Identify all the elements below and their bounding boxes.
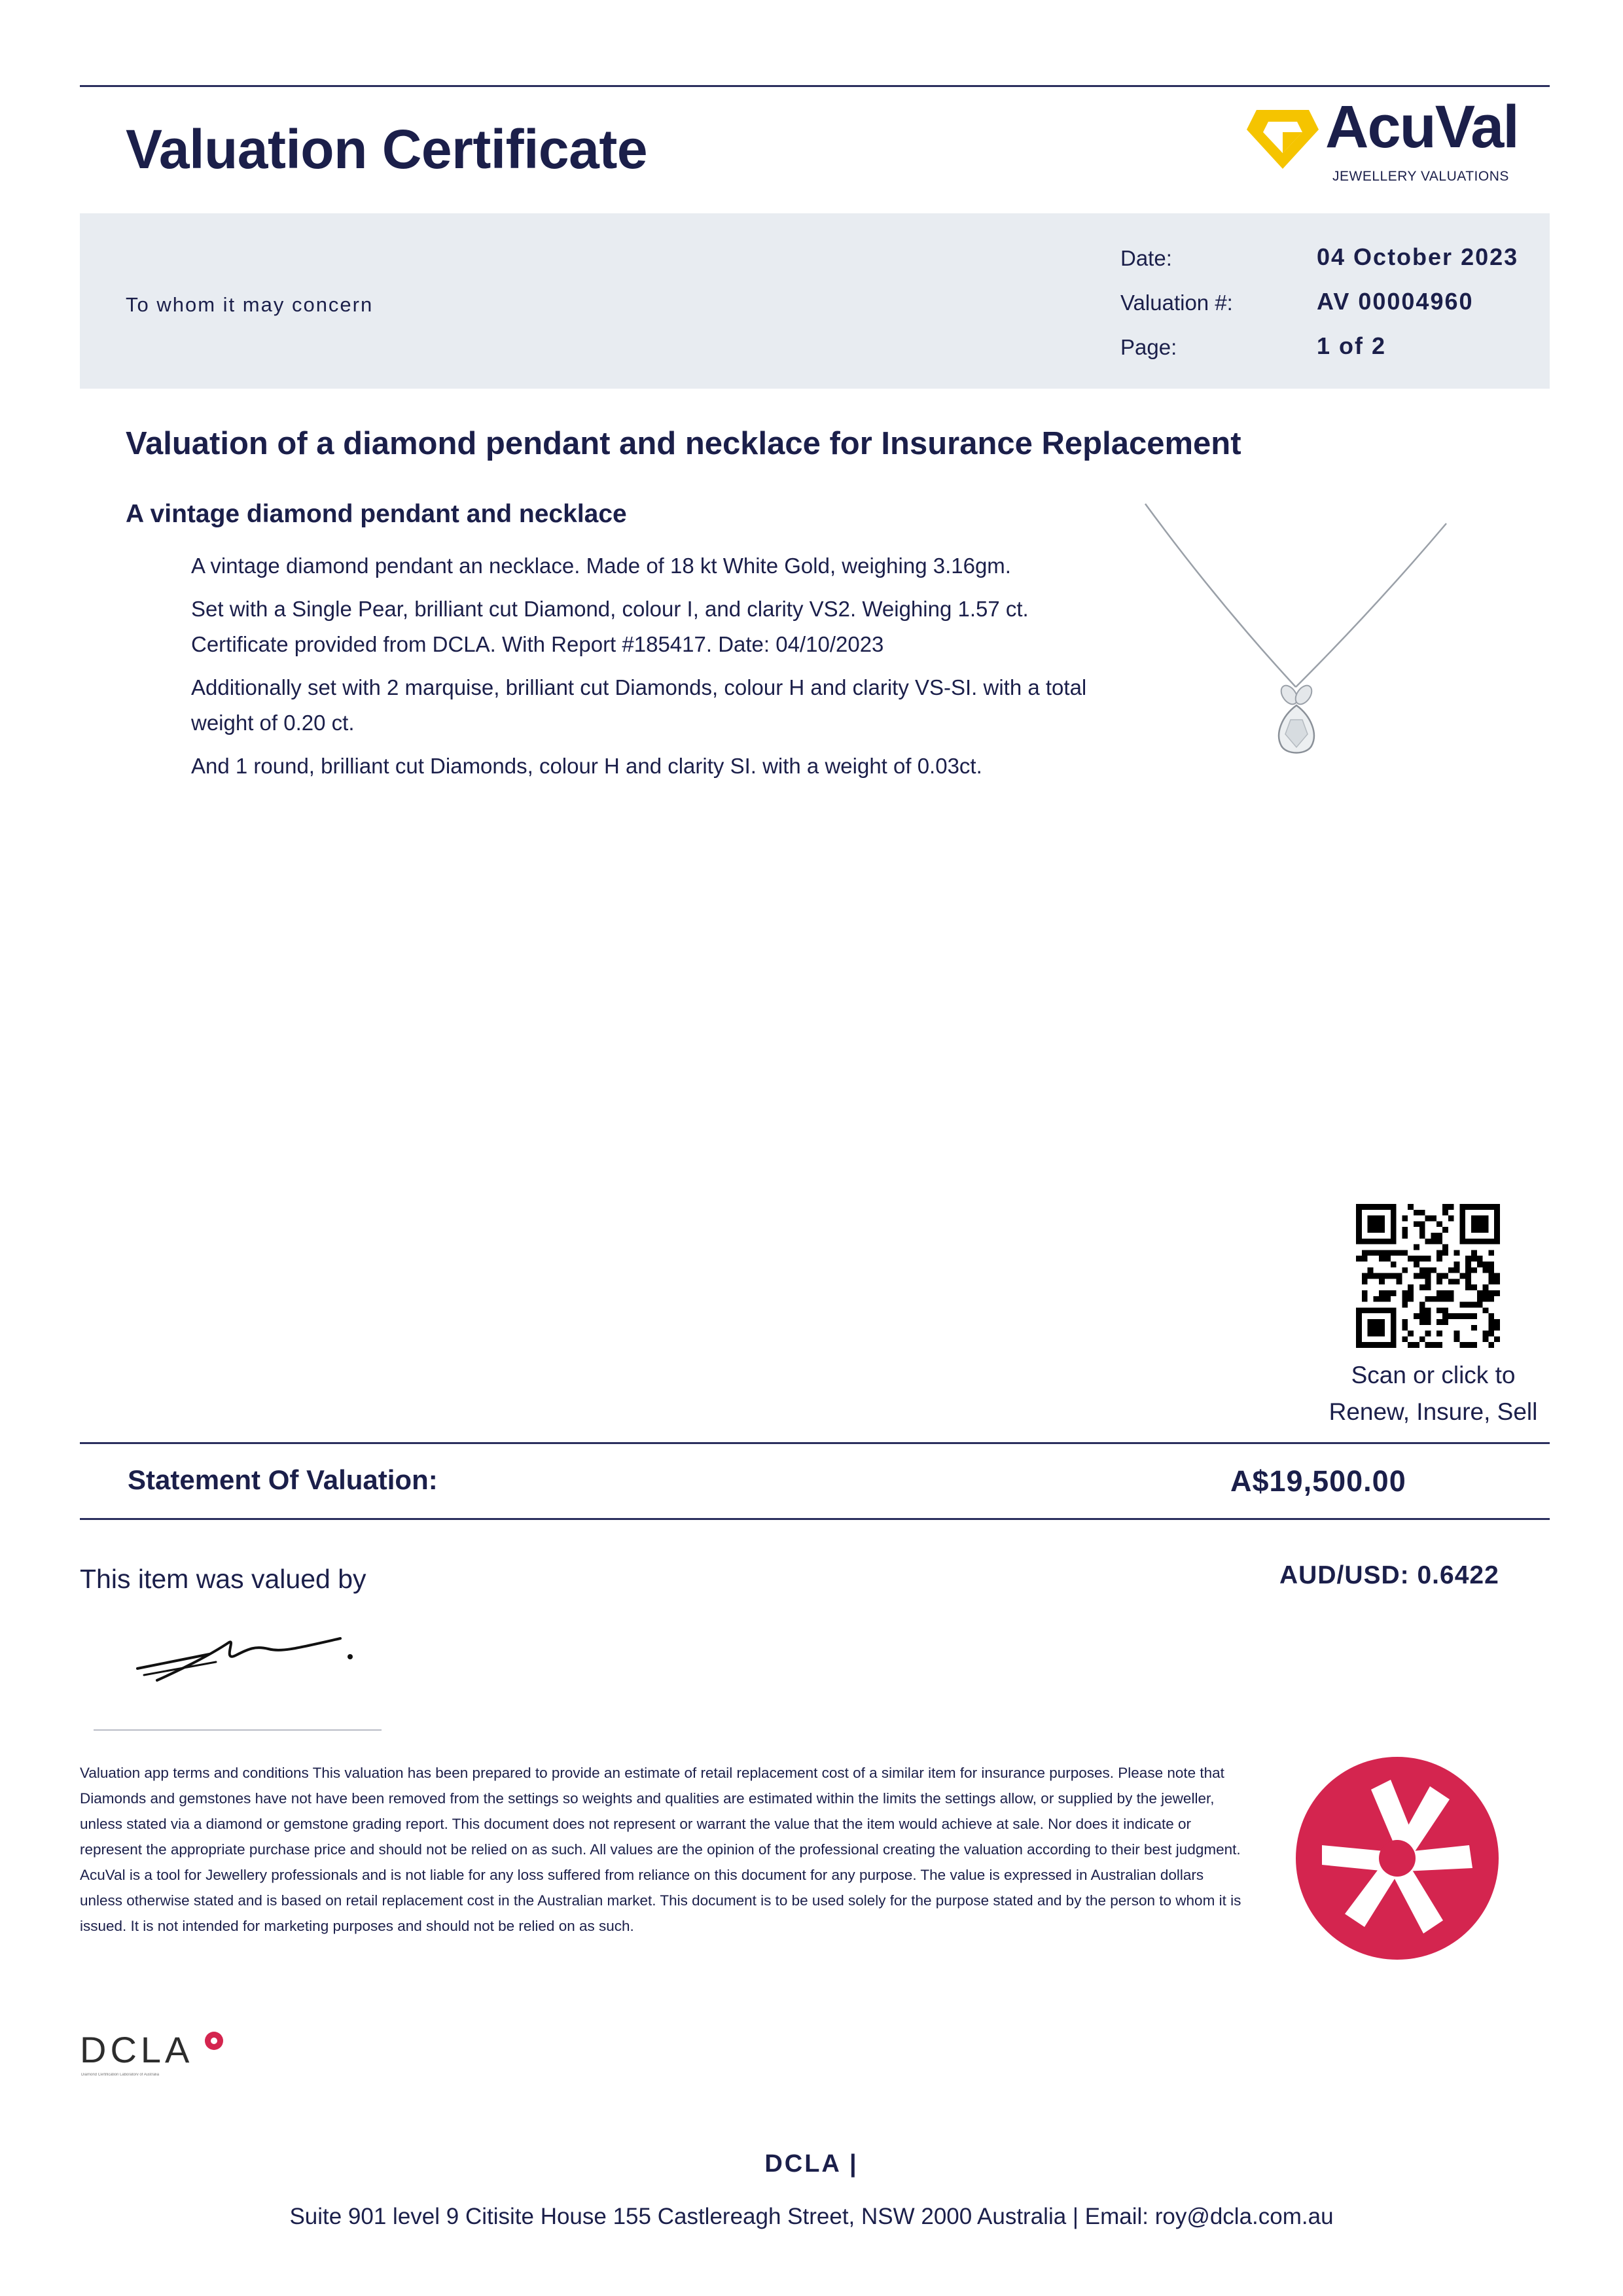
item-description <box>191 548 1107 792</box>
acuval-logo-text: AcuVal <box>1325 94 1518 160</box>
description-line: A vintage diamond pendant an necklace. Made of 18 kt White Gold, weighing 3.16gm. <box>191 554 1011 578</box>
page-value: 1 of 2 <box>1317 332 1387 359</box>
page-title: Valuation Certificate <box>126 118 648 180</box>
qr-caption-line: Scan or click to <box>1351 1362 1516 1388</box>
qr-caption-line[interactable]: Renew, Insure, Sell <box>1329 1398 1538 1425</box>
dcla-seal-icon <box>1293 1754 1502 1963</box>
acuval-logo <box>1243 94 1525 190</box>
statement-rule-bottom <box>80 1518 1550 1520</box>
exchange-rate: AUD/USD: 0.6422 <box>1279 1561 1499 1589</box>
dcla-logo-icon <box>204 2031 224 2051</box>
valuation-number-label: Valuation #: <box>1120 291 1233 315</box>
qr-code[interactable] <box>1356 1204 1500 1348</box>
acuval-logo-subtitle: JEWELLERY VALUATIONS <box>1332 169 1509 184</box>
valuation-heading: Valuation of a diamond pendant and necklace for Insurance Replacement <box>126 426 1241 461</box>
statement-label: Statement Of Valuation: <box>128 1464 438 1495</box>
pendant-photo <box>1139 497 1459 759</box>
dcla-logo-text: DCLA <box>80 2029 194 2070</box>
description-line: And 1 round, brilliant cut Diamonds, colour H and clarity SI. with a weight of 0.03ct. <box>191 754 982 778</box>
acuval-logo-icon <box>1243 103 1322 175</box>
statement-rule-top <box>80 1442 1550 1444</box>
description-line: Additionally set with 2 marquise, brilliant cut Diamonds, colour H and clarity VS-SI. with a total weight of 0.20 ct. <box>191 675 1087 735</box>
date-label: Date: <box>1120 246 1172 270</box>
signature-line <box>94 1729 382 1731</box>
description-line: Set with a Single Pear, brilliant cut Diamond, colour I, and clarity VS2. Weighing 1.57 ct. Certificate provided from DCLA. With Report #185417. Date: 04/10/2023 <box>191 597 1029 656</box>
addressee: To whom it may concern <box>126 293 374 316</box>
top-rule <box>80 85 1550 87</box>
valuation-amount: A$19,500.00 <box>1230 1464 1406 1498</box>
valued-by-label: This item was valued by <box>80 1564 366 1594</box>
date-value: 04 October 2023 <box>1317 243 1519 270</box>
footer-address: Suite 901 level 9 Citisite House 155 Castlereagh Street, NSW 2000 Australia | Email: roy@dcla.com.au <box>289 2204 1334 2229</box>
dcla-logo <box>80 2028 237 2087</box>
valuation-number-value: AV 00004960 <box>1317 288 1474 315</box>
footer-company: DCLA | <box>764 2150 859 2178</box>
dcla-logo-subtitle: Diamond Certification Laboratory of Australia <box>81 2073 160 2075</box>
item-title: A vintage diamond pendant and necklace <box>126 500 627 528</box>
page-label: Page: <box>1120 335 1177 359</box>
terms-and-conditions: Valuation app terms and conditions This valuation has been prepared to provide an estimate of retail replacement cost of a similar item for insurance purposes. Please note that Diamonds and gemstones have not have been removed from the settings so weights and qualities are estimated within the limits the settings allow, or supplied by the jeweller, unless stated via a diamond or gemstone grading report. This document does not represent or warrant the value that the item would achieve at sale. Nor does it indicate or represent the appropriate purchase price and should not be relied on as such. All values are the opinion of the professional creating the valuation according to their best judgment. AcuVal is a tool for Jewellery professionals and is not liable for any loss suffered from reliance on this document for any purpose. The value is expressed in Australian dollars unless otherwise stated and is based on retail replacement cost in the Australian market. This document is to be used solely for the purpose stated and by the person to whom it is issued. It is not intended for marketing purposes and should not be relied on as such. <box>80 1765 1241 1934</box>
valuer-signature <box>131 1616 366 1695</box>
qr-caption <box>1296 1357 1571 1430</box>
